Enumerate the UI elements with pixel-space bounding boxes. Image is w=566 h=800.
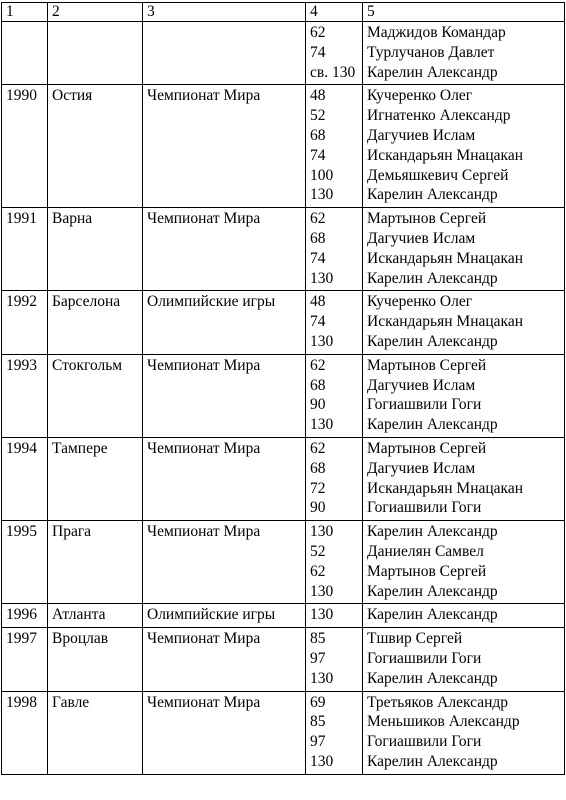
table-row bbox=[2, 22, 565, 85]
event-cell: Чемпионат Мира bbox=[143, 437, 306, 520]
athlete-name: Искандарьян Мнацакан bbox=[367, 146, 524, 164]
weight-class: 52 bbox=[310, 107, 326, 125]
city-cell: Барселона bbox=[48, 291, 143, 354]
weight-class: 130 bbox=[310, 186, 334, 204]
weight-class: 97 bbox=[310, 733, 326, 751]
weight-class: 48 bbox=[310, 87, 326, 105]
city-cell: Атланта bbox=[48, 604, 143, 628]
name-cell bbox=[363, 628, 565, 691]
city-cell: Остия bbox=[48, 85, 143, 208]
year-cell: 1998 bbox=[2, 691, 48, 774]
weight-class: 130 bbox=[310, 582, 334, 600]
table-row bbox=[2, 521, 565, 604]
athlete-name: Третьяков Александр bbox=[367, 693, 508, 711]
weight-cell bbox=[306, 437, 363, 520]
event-cell: Чемпионат Мира bbox=[143, 628, 306, 691]
header-cell-weight: 4 bbox=[306, 3, 363, 22]
name-cell bbox=[363, 85, 565, 208]
weight-class: 62 bbox=[310, 562, 326, 580]
city-cell: Гавле bbox=[48, 691, 143, 774]
weight-class: 130 bbox=[310, 416, 334, 434]
athlete-name: Карелин Александр bbox=[367, 669, 498, 687]
weight-class: 48 bbox=[310, 293, 326, 311]
weight-class: 52 bbox=[310, 542, 326, 560]
weight-class: 130 bbox=[310, 523, 334, 541]
weight-cell bbox=[306, 85, 363, 208]
year-cell bbox=[2, 22, 48, 85]
weight-cell bbox=[306, 22, 363, 85]
event-cell: Олимпийские игры bbox=[143, 604, 306, 628]
weight-class: 90 bbox=[310, 396, 326, 414]
athlete-name: Гогиашвили Гоги bbox=[367, 649, 482, 667]
weight-class: 62 bbox=[310, 356, 326, 374]
athlete-name: Карелин Александр bbox=[367, 63, 498, 81]
athlete-name: Карелин Александр bbox=[367, 186, 498, 204]
athlete-name: Дагучиев Ислам bbox=[367, 229, 476, 247]
name-cell bbox=[363, 291, 565, 354]
athlete-name: Карелин Александр bbox=[367, 582, 498, 600]
table-row bbox=[2, 691, 565, 774]
weight-class: 74 bbox=[310, 146, 326, 164]
weight-class: 74 bbox=[310, 249, 326, 267]
year-cell: 1994 bbox=[2, 437, 48, 520]
year-cell: 1990 bbox=[2, 85, 48, 208]
weight-class: 69 bbox=[310, 693, 326, 711]
athlete-name: Дагучиев Ислам bbox=[367, 459, 476, 477]
header-cell-year: 1 bbox=[2, 3, 48, 22]
athlete-name: Маджидов Командар bbox=[367, 24, 506, 41]
name-cell bbox=[363, 521, 565, 604]
weight-cell bbox=[306, 291, 363, 354]
table-row bbox=[2, 604, 565, 628]
athlete-name: Мартынов Сергей bbox=[367, 356, 487, 374]
athlete-name: Демьяшкевич Сергей bbox=[367, 166, 509, 184]
weight-class: 68 bbox=[310, 376, 326, 394]
weight-class: 74 bbox=[310, 313, 326, 331]
table-row bbox=[2, 437, 565, 520]
year-cell: 1993 bbox=[2, 354, 48, 437]
weight-class: 130 bbox=[310, 269, 334, 287]
athlete-name: Мартынов Сергей bbox=[367, 210, 487, 228]
header-cell-city: 2 bbox=[48, 3, 143, 22]
year-cell: 1997 bbox=[2, 628, 48, 691]
name-cell bbox=[363, 604, 565, 628]
event-cell: Олимпийские игры bbox=[143, 291, 306, 354]
name-cell bbox=[363, 354, 565, 437]
athlete-name: Дагучиев Ислам bbox=[367, 126, 476, 144]
athlete-name: Кучеренко Олег bbox=[367, 293, 473, 311]
name-cell bbox=[363, 22, 565, 85]
name-cell bbox=[363, 208, 565, 291]
weight-cell bbox=[306, 354, 363, 437]
athlete-name: Карелин Александр bbox=[367, 606, 498, 624]
header-row bbox=[2, 3, 565, 22]
city-cell: Стокгольм bbox=[48, 354, 143, 437]
athlete-name: Гогиашвили Гоги bbox=[367, 733, 482, 751]
athlete-name: Мартынов Сергей bbox=[367, 562, 487, 580]
city-cell: Варна bbox=[48, 208, 143, 291]
athlete-name: Кучеренко Олег bbox=[367, 87, 473, 105]
event-cell: Чемпионат Мира bbox=[143, 521, 306, 604]
table-row bbox=[2, 208, 565, 291]
athlete-name: Гогиашвили Гоги bbox=[367, 499, 482, 517]
weight-class: 85 bbox=[310, 713, 326, 731]
event-cell: Чемпионат Мира bbox=[143, 208, 306, 291]
weight-cell bbox=[306, 691, 363, 774]
athlete-name: Мартынов Сергей bbox=[367, 439, 487, 457]
weight-class: 130 bbox=[310, 332, 334, 350]
weight-cell bbox=[306, 628, 363, 691]
weight-class: 100 bbox=[310, 166, 334, 184]
table-body bbox=[2, 3, 565, 775]
athlete-name: Меньшиков Александр bbox=[367, 713, 520, 731]
header-cell-name: 5 bbox=[363, 3, 565, 22]
year-cell: 1992 bbox=[2, 291, 48, 354]
athlete-name: Искандарьян Мнацакан bbox=[367, 313, 524, 331]
weight-class: 72 bbox=[310, 479, 326, 497]
weight-class: 62 bbox=[310, 210, 326, 228]
name-cell bbox=[363, 437, 565, 520]
table-row bbox=[2, 354, 565, 437]
athlete-name: Искандарьян Мнацакан bbox=[367, 479, 524, 497]
athlete-name: Турлучанов Давлет bbox=[367, 43, 495, 61]
name-cell bbox=[363, 691, 565, 774]
event-cell: Чемпионат Мира bbox=[143, 85, 306, 208]
weight-class: 130 bbox=[310, 752, 334, 770]
weight-class: 130 bbox=[310, 669, 334, 687]
event-cell: Чемпионат Мира bbox=[143, 354, 306, 437]
year-cell: 1995 bbox=[2, 521, 48, 604]
athlete-name: Карелин Александр bbox=[367, 416, 498, 434]
weight-class: 68 bbox=[310, 229, 326, 247]
athlete-name: Искандарьян Мнацакан bbox=[367, 249, 524, 267]
event-cell bbox=[143, 22, 306, 85]
weight-class: 62 bbox=[310, 439, 326, 457]
athlete-name: Тшвир Сергей bbox=[367, 630, 463, 648]
athlete-name: Карелин Александр bbox=[367, 332, 498, 350]
event-cell: Чемпионат Мира bbox=[143, 691, 306, 774]
weight-class: 90 bbox=[310, 499, 326, 517]
results-table bbox=[1, 2, 565, 775]
athlete-name: Дагучиев Ислам bbox=[367, 376, 476, 394]
weight-class: 85 bbox=[310, 630, 326, 648]
weight-cell bbox=[306, 208, 363, 291]
weight-cell bbox=[306, 604, 363, 628]
city-cell: Прага bbox=[48, 521, 143, 604]
table-row bbox=[2, 628, 565, 691]
athlete-name: Карелин Александр bbox=[367, 752, 498, 770]
city-cell: Тампере bbox=[48, 437, 143, 520]
year-cell: 1996 bbox=[2, 604, 48, 628]
athlete-name: Карелин Александр bbox=[367, 269, 498, 287]
header-cell-event: 3 bbox=[143, 3, 306, 22]
athlete-name: Карелин Александр bbox=[367, 523, 498, 541]
table-row bbox=[2, 85, 565, 208]
weight-class: 68 bbox=[310, 126, 326, 144]
weight-class: 62 bbox=[310, 24, 326, 41]
athlete-name: Игнатенко Александр bbox=[367, 107, 511, 125]
table-row bbox=[2, 291, 565, 354]
athlete-name: Гогиашвили Гоги bbox=[367, 396, 482, 414]
weight-class: св. 130 bbox=[310, 63, 356, 81]
weight-class: 130 bbox=[310, 606, 334, 624]
weight-class: 68 bbox=[310, 459, 326, 477]
city-cell: Вроцлав bbox=[48, 628, 143, 691]
city-cell bbox=[48, 22, 143, 85]
year-cell: 1991 bbox=[2, 208, 48, 291]
athlete-name: Даниелян Самвел bbox=[367, 542, 484, 560]
weight-class: 74 bbox=[310, 43, 326, 61]
weight-cell bbox=[306, 521, 363, 604]
weight-class: 97 bbox=[310, 649, 326, 667]
